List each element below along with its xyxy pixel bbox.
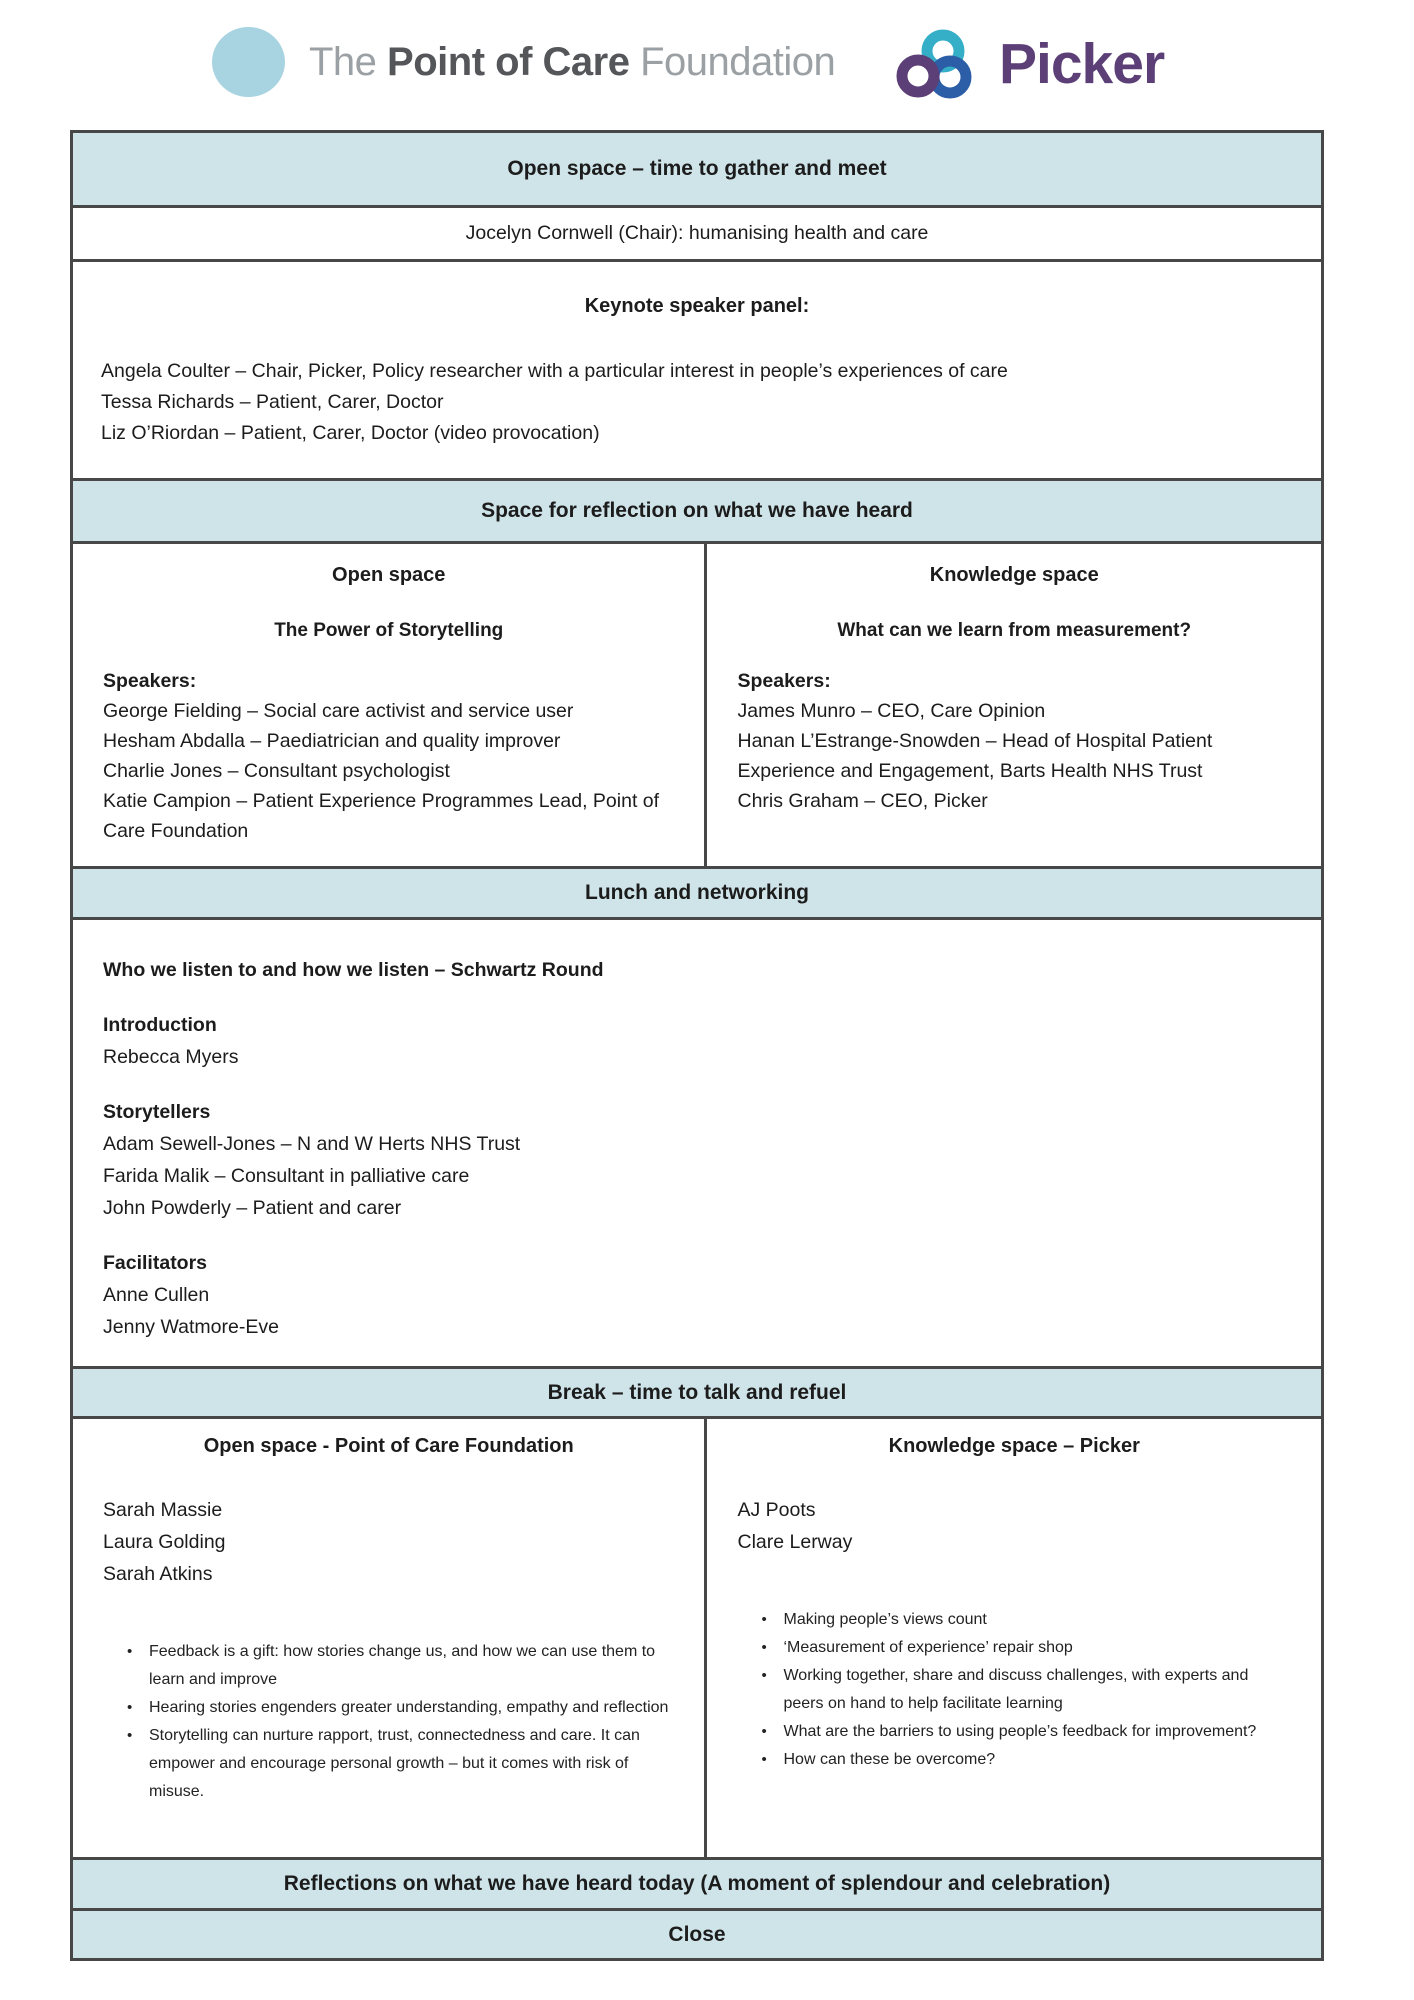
row-chair	[73, 205, 1321, 259]
speakers-label: Speakers:	[737, 670, 831, 692]
row-reflection-columns	[73, 541, 1321, 866]
facilitator-name: AJ Poots	[737, 1499, 816, 1521]
speaker-line: Chris Graham – CEO, Picker	[737, 790, 988, 812]
keynote-speaker: Tessa Richards – Patient, Carer, Doctor	[101, 391, 444, 413]
breakout-right-title: Knowledge space – Picker	[888, 1435, 1140, 1457]
breakout-right-bullet-list	[757, 1606, 1291, 1774]
breakout-left-bullet-list	[123, 1638, 674, 1806]
storyteller-line: Farida Malik – Consultant in palliative care	[103, 1165, 470, 1187]
speaker-line: Katie Campion – Patient Experience Programmes Lead, Point of Care Foundation	[103, 790, 660, 842]
facilitator-name: Laura Golding	[103, 1531, 226, 1553]
keynote-speaker: Liz O’Riordan – Patient, Carer, Doctor (video provocation)	[101, 422, 600, 444]
row-lunch-header	[73, 866, 1321, 917]
pocf-wordmark-point-of-care: Point of Care	[387, 39, 641, 84]
storyteller-line: Adam Sewell-Jones – N and W Herts NHS Trust	[103, 1133, 521, 1155]
bullet-item: • What are the barriers to using people’s feedback for improvement?	[757, 1718, 1291, 1746]
logo-strip	[0, 0, 1414, 128]
bullet-item: • Making people’s views count	[757, 1606, 1291, 1634]
breakout-left-names	[103, 1494, 674, 1590]
reflection-right-speakers	[737, 666, 1291, 816]
close-header-label: Close	[668, 1922, 726, 1946]
breakout-right-names	[737, 1494, 1291, 1558]
pocf-wordmark	[309, 40, 835, 85]
reflection-left-subtitle: The Power of Storytelling	[274, 620, 504, 641]
schwartz-intro-label: Introduction	[103, 1014, 217, 1036]
picker-rings-icon	[893, 24, 989, 104]
reflection-open-space-cell	[73, 544, 704, 866]
row-close-header	[73, 1908, 1321, 1958]
row-keynote-panel	[73, 259, 1321, 478]
bullet-item: • Hearing stories engenders greater understanding, empathy and reflection	[123, 1694, 674, 1722]
break-header-label: Break – time to talk and refuel	[547, 1380, 847, 1404]
row-schwartz-round	[73, 917, 1321, 1366]
row-open-space-header	[73, 133, 1321, 205]
picker-logo	[893, 24, 1164, 104]
bullet-item: • How can these be overcome?	[757, 1746, 1291, 1774]
reflection-right-subtitle: What can we learn from measurement?	[837, 620, 1192, 641]
storyteller-line: John Powderly – Patient and carer	[103, 1197, 402, 1219]
row-breakout-columns	[73, 1416, 1321, 1857]
speaker-line: James Munro – CEO, Care Opinion	[737, 700, 1046, 722]
row-reflections-header	[73, 1857, 1321, 1908]
agenda-table	[70, 130, 1324, 1961]
facilitator-name: Sarah Atkins	[103, 1563, 213, 1585]
facilitator-name: Clare Lerway	[737, 1531, 853, 1553]
facilitator-name: Sarah Massie	[103, 1499, 223, 1521]
speaker-line: George Fielding – Social care activist and service user	[103, 700, 574, 722]
breakout-left-title: Open space - Point of Care Foundation	[203, 1435, 574, 1457]
keynote-speaker: Angela Coulter – Chair, Picker, Policy researcher with a particular interest in people’s experiences of care	[101, 360, 1008, 382]
picker-wordmark: Picker	[999, 32, 1165, 96]
keynote-speaker-list	[101, 356, 1293, 449]
pocf-circle-icon	[212, 27, 285, 97]
pocf-wordmark-the: The	[309, 39, 388, 84]
facilitator-line: Jenny Watmore-Eve	[103, 1316, 279, 1338]
open-space-header-label: Open space – time to gather and meet	[507, 157, 887, 180]
reflection-knowledge-space-cell	[704, 544, 1321, 866]
schwartz-facilitators-label: Facilitators	[103, 1252, 208, 1274]
reflection-left-title: Open space	[332, 564, 446, 586]
lunch-header-label: Lunch and networking	[585, 881, 809, 904]
schwartz-title: Who we listen to and how we listen – Schwartz Round	[103, 959, 604, 981]
chair-line: Jocelyn Cornwell (Chair): humanising health and care	[465, 222, 929, 244]
row-break-header	[73, 1366, 1321, 1416]
pocf-logo	[212, 27, 835, 97]
bullet-item: • Feedback is a gift: how stories change us, and how we can use them to learn and improve	[123, 1638, 674, 1694]
schwartz-storytellers-label: Storytellers	[103, 1101, 211, 1123]
facilitator-line: Anne Cullen	[103, 1284, 210, 1306]
speakers-label: Speakers:	[103, 670, 197, 692]
pocf-wordmark-foundation: Foundation	[640, 39, 836, 84]
breakout-knowledge-space-cell	[704, 1419, 1321, 1857]
bullet-item: • Working together, share and discuss challenges, with experts and peers on hand to help facilitate learning	[757, 1662, 1291, 1718]
reflection-header-label: Space for reflection on what we have heard	[481, 499, 913, 522]
schwartz-intro-name: Rebecca Myers	[103, 1046, 239, 1068]
keynote-title: Keynote speaker panel:	[584, 295, 810, 317]
reflection-right-title: Knowledge space	[929, 564, 1099, 586]
reflections-header-label: Reflections on what we have heard today (A moment of splendour and celebration)	[283, 1872, 1111, 1895]
row-reflection-header	[73, 478, 1321, 541]
speaker-line: Charlie Jones – Consultant psychologist	[103, 760, 450, 782]
bullet-item: • Storytelling can nurture rapport, trust, connectedness and care. It can empower and encourage personal growth – but it comes with risk of misuse.	[123, 1722, 674, 1806]
speaker-line: Hanan L’Estrange-Snowden – Head of Hospital Patient Experience and Engagement, Barts Health NHS Trust	[737, 730, 1213, 782]
speaker-line: Hesham Abdalla – Paediatrician and quality improver	[103, 730, 561, 752]
breakout-open-space-cell	[73, 1419, 704, 1857]
bullet-item: • ‘Measurement of experience’ repair shop	[757, 1634, 1291, 1662]
reflection-left-speakers	[103, 666, 674, 846]
